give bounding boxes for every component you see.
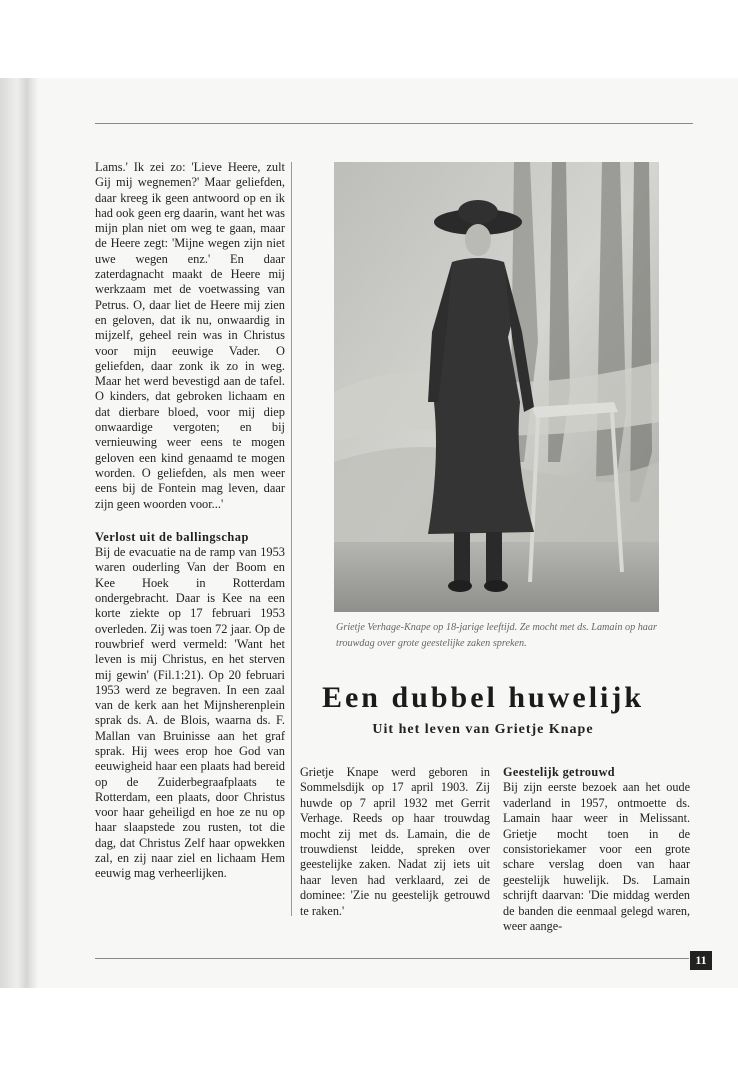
portrait-photo (334, 162, 659, 612)
article-title: Een dubbel huwelijk (321, 681, 645, 714)
portrait-image (334, 162, 659, 612)
book-gutter (0, 78, 38, 988)
article-column-1-text: Grietje Knape werd geboren in Sommelsdijk op 17 april 1903. Zij huwde op 7 april 1932 met Gerrit Verhage. Reeds op haar trouwdag mocht zij met ds. Lamain, die de trouwdienst leidde, spreken over geestelijke zaken. Nadat zij iets uit haar leven had verklaard, zei de dominee: 'Zie nu geestelijk getrouwd te raken.' (300, 765, 490, 918)
article-column-1 (300, 765, 490, 919)
article-column-2-text: Bij zijn eerste bezoek aan het oude vaderland in 1957, ontmoette ds. Lamain haar weer in Melissant. Grietje mocht toen in de consistoriekamer voor een grote schare verslag doen van haar geestelijk huwelijk. Ds. Lamain schrijft daarvan: 'Die middag werden de banden die eenmaal gelegd waren, weer aange- (503, 780, 690, 934)
bottom-rule (95, 958, 689, 959)
left-paragraph-1: Lams.' Ik zei zo: 'Lieve Heere, zult Gij mij wegnemen?' Maar geliefden, daar kreeg ik geen antwoord op en ik had ook geen erg daarin, want het was mijn plan niet om weg te gaan, maar de Heere zegt: 'Mijne wegen zijn niet uwe wegen enz.' En daar zaterdagnacht maakt de Heere mij werkzaam met de voetwassing van Petrus. O, daar liet de Heere mij zien en geloven, dat ik nu, onwaardig in mijzelf, geheel rein was in Christus voor mijn eeuwige Vader. O geliefden, daar zonk ik zo in weg. Maar het werd bevestigd aan de tafel. O kinders, dat gebroken lichaam en dat dierbare bloed, voor mij diep onwaardige vergoten; en bij vernieuwing weer eens te mogen geloven een kind genaamd te mogen worden. O geliefden, als men weer eens bij de Fontein mag leven, daar zijn geen woorden voor...' (95, 160, 285, 511)
article-column-2-heading: Geestelijk getrouwd (503, 765, 615, 779)
top-rule (95, 123, 693, 124)
photo-caption: Grietje Verhage-Knape op 18-jarige leeftijd. Ze mocht met ds. Lamain op haar trouwdag over grote geestelijke zaken spreken. (336, 622, 657, 649)
page-number: 11 (690, 951, 712, 970)
article-column-2 (503, 765, 690, 934)
left-paragraph-2: Bij de evacuatie na de ramp van 1953 waren ouderling Van der Boom en Kee Hoek in Rotterdam ondergebracht. Daar is Kee na een korte ziekte op 17 februari 1953 overleden. Zij was toen 72 jaar. Op de rouwbrief werd vermeld: 'Want het leven is mij Christus, en het sterven mij gewin' (Fil.1:21). Op 20 februari 1953 werd ze begraven. In een zaal van de kerk aan het Mijnsherenplein sprak ds. A. de Blois, waarna ds. F. Mallan van Bruinisse aan het graf sprak. Hij wees erop hoe God van eeuwigheid haar een plaats had bereid op de Zuiderbegraafplaats te Rotterdam, een plaats, door Christus voor haar geheiligd en hoe ze nu op haar slaapstede zou rusten, tot die dag, dat Christus Zelf haar opwekken zal, en zij naar ziel en lichaam Hem eeuwig mag verheerlijken. (95, 545, 285, 881)
section-subheading: Verlost uit de ballingschap (95, 529, 249, 544)
article-subtitle: Uit het leven van Grietje Knape (372, 722, 594, 737)
left-column (95, 160, 285, 882)
column-divider (291, 162, 292, 916)
